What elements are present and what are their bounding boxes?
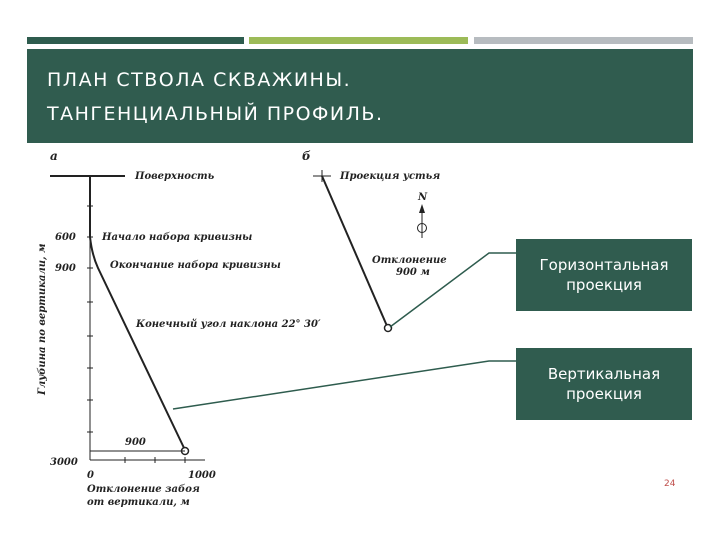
label-depth-600: 600 — [55, 232, 76, 243]
label-wellhead: Проекция устья — [340, 171, 441, 182]
label-final-angle: Конечный угол наклона 22° 30′ — [136, 319, 321, 330]
vertical-projection-well-path — [90, 176, 185, 450]
slide-title: ПЛАН СТВОЛА СКВАЖИНЫ. ТАНГЕНЦИАЛЬНЫЙ ПРОФИЛЬ. — [47, 69, 384, 125]
label-b: б — [302, 149, 311, 163]
x-axis-label-line2: от вертикали, м — [87, 497, 190, 508]
label-x-1000: 1000 — [188, 470, 216, 481]
connector-vertical — [173, 361, 516, 409]
bottomhole-marker-horizontal — [385, 325, 392, 332]
x-axis-label-line1: Отклонение забоя — [87, 484, 200, 495]
label-surface: Поверхность — [135, 171, 215, 182]
label-offset-900: 900 — [125, 437, 146, 448]
y-axis-label: Глубина по вертикали, м — [37, 243, 48, 395]
label-kickoff: Начало набора кривизны — [102, 232, 253, 243]
vertical-projection-callout: Вертикальная проекция — [516, 348, 692, 420]
label-x-0: 0 — [87, 470, 94, 481]
label-depth-3000: 3000 — [50, 457, 78, 468]
page-number: 24 — [664, 479, 676, 489]
horizontal-projection-callout: Горизонтальная проекция — [516, 239, 692, 311]
label-build-end: Окончание набора кривизны — [110, 260, 281, 271]
label-a: а — [50, 149, 58, 163]
label-depth-900: 900 — [55, 263, 76, 274]
label-deviation-line1: Отклонение — [372, 255, 447, 266]
label-deviation-line2: 900 м — [396, 267, 430, 278]
north-arrowhead-icon — [419, 204, 425, 213]
label-north: N — [418, 192, 428, 203]
horizontal-projection-well-path — [322, 176, 387, 326]
